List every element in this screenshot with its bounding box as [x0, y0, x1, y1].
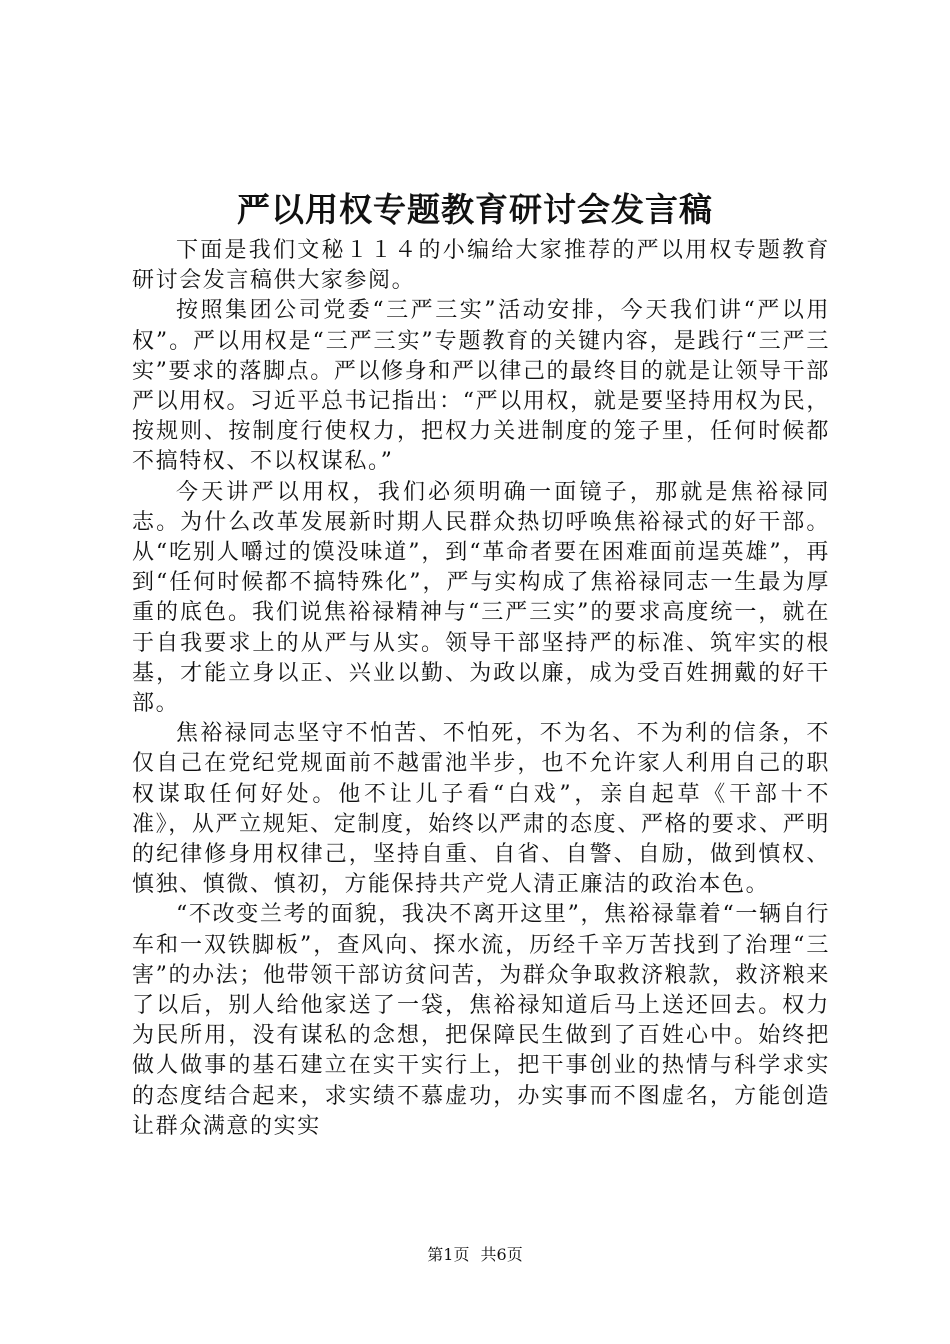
paragraph-5: “不改变兰考的面貌，我决不离开这里”，焦裕禄靠着“一辆自行车和一双铁脚板”，查风向、探水流，历经千辛万苦找到了治理“三害”的办法；他带领干部访贫问苦，为群众争取救济粮款，救济粮来了以后，别人给他家送了一袋，焦裕禄知道后马上送还回去。权力为民所用，没有谋私的念想，把保障民生做到了百姓心中。始终把做人做事的基石建立在实干实行上，把干事创业的热情与科学求实的态度结合起来，求实绩不慕虚功，办实事而不图虚名，方能创造让群众满意的实实: [132, 902, 830, 1139]
document-body: [132, 236, 830, 1142]
paragraph-intro: 下面是我们文秘１１４的小编给大家推荐的严以用权专题教育研讨会发言稿供大家参阅。: [132, 238, 830, 294]
page-number: 第1页: [427, 1245, 470, 1264]
document-title: 严以用权专题教育研讨会发言稿: [237, 190, 713, 229]
page-footer: [0, 1244, 950, 1266]
paragraph-2: 按照集团公司党委“三严三实”活动安排，今天我们讲“严以用权”。严以用权是“三严三实”专题教育的关键内容，是践行“三严三实”要求的落脚点。严以修身和严以律己的最终目的就是让领导干部严以用权。习近平总书记指出：“严以用权，就是要坚持用权为民，按规则、按制度行使权力，把权力关进制度的笼子里，任何时候都不搞特权、不以权谋私。”: [132, 298, 830, 475]
paragraph-4: 焦裕禄同志坚守不怕苦、不怕死，不为名、不为利的信条，不仅自己在党纪党规面前不越雷池半步，也不允许家人利用自己的职权谋取任何好处。他不让儿子看“白戏”，亲自起草《干部十不准》，从严立规矩、定制度，始终以严肃的态度、严格的要求、严明的纪律修身用权律己，坚持自重、自省、自警、自励，做到慎权、慎独、慎微、慎初，方能保持共产党人清正廉洁的政治本色。: [132, 721, 830, 898]
page-total: 共6页: [480, 1245, 523, 1264]
paragraph-3: 今天讲严以用权，我们必须明确一面镜子，那就是焦裕禄同志。为什么改革发展新时期人民群众热切呼唤焦裕禄式的好干部。从“吃别人嚼过的馍没味道”，到“革命者要在困难面前逞英雄”，再到“任何时候都不搞特殊化”，严与实构成了焦裕禄同志一生最为厚重的底色。我们说焦裕禄精神与“三严三实”的要求高度统一，就在于自我要求上的从严与从实。领导干部坚持严的标准、筑牢实的根基，才能立身以正、兴业以勤、为政以廉，成为受百姓拥戴的好干部。: [132, 479, 830, 717]
